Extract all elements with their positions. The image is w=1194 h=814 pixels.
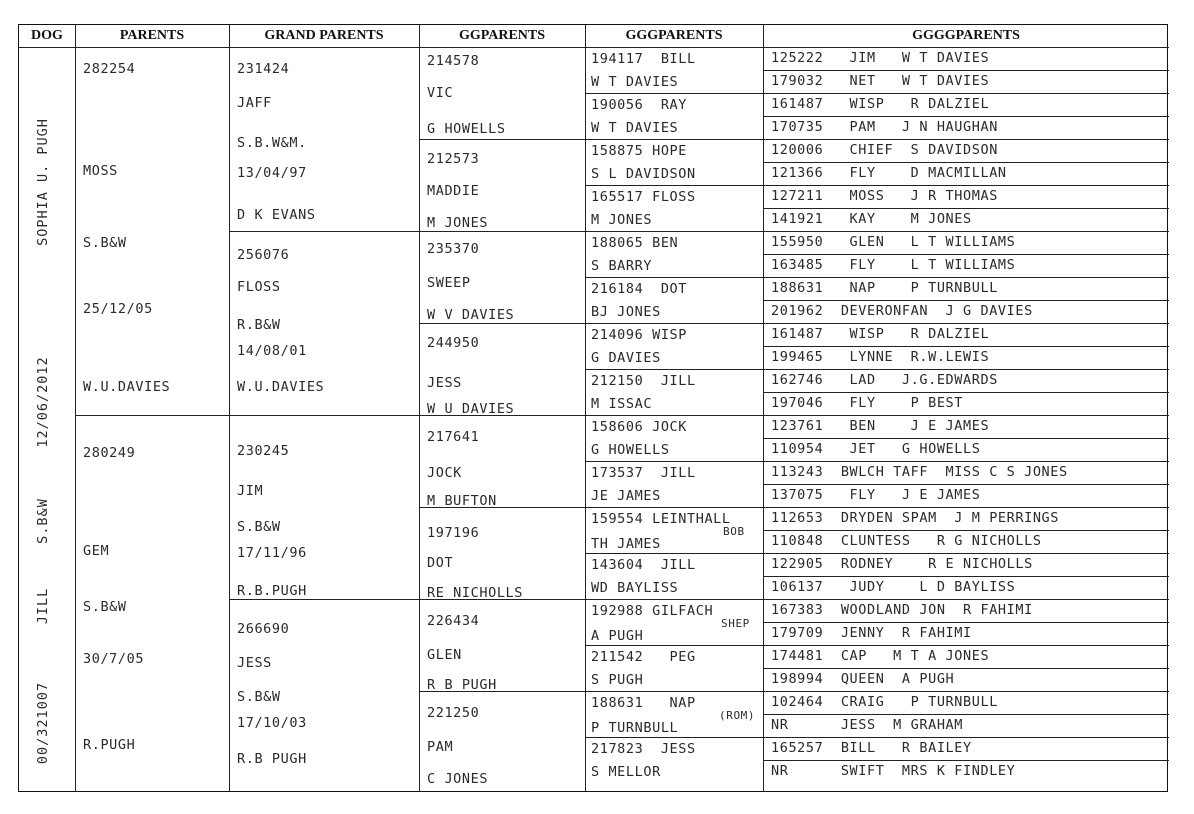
- column-divider: [75, 25, 76, 791]
- gggg-row-divider: [763, 208, 1169, 209]
- gggg-row-divider: [763, 93, 1169, 94]
- ggparent-reg: 244950: [427, 335, 480, 351]
- ggggparent-entry: 127211 MOSS J R THOMAS: [771, 188, 998, 204]
- gggparent-line1: 194117 BILL: [591, 51, 696, 67]
- parent-breeding: S.B&W: [83, 599, 127, 615]
- ggparent-owner: R B PUGH: [427, 677, 497, 693]
- ggparent-name: JESS: [427, 375, 462, 391]
- ggggparent-entry: 141921 KAY M JONES: [771, 211, 972, 227]
- ggparent-name: SWEEP: [427, 275, 471, 291]
- grandparent-breeding: R.B&W: [237, 317, 281, 333]
- gggg-row-divider: [763, 599, 1169, 600]
- dog-sex: JILL: [35, 587, 51, 625]
- ggg-row-divider: [585, 139, 763, 140]
- gggparent-line1b: BOB: [723, 525, 745, 538]
- dog-breeding: S.B&W: [35, 498, 51, 544]
- grandparent-reg: 230245: [237, 443, 290, 459]
- gp-row-divider: [229, 231, 419, 232]
- gggg-row-divider: [763, 139, 1169, 140]
- gggparent-line2: G DAVIES: [591, 350, 661, 366]
- grandparent-dob: 17/11/96: [237, 545, 307, 561]
- grandparent-dob: 14/08/01: [237, 343, 307, 359]
- parent-owner: R.PUGH: [83, 737, 136, 753]
- gggg-row-divider: [763, 668, 1169, 669]
- gggg-row-divider: [763, 760, 1169, 761]
- ggggparent-entry: 170735 PAM J N HAUGHAN: [771, 119, 998, 135]
- ggggparent-entry: NR JESS M GRAHAM: [771, 717, 964, 733]
- ggggparent-entry: 174481 CAP M T A JONES: [771, 648, 990, 664]
- gggparent-line2: BJ JONES: [591, 304, 661, 320]
- ggparent-reg: 197196: [427, 525, 480, 541]
- ggggparent-entry: 198994 QUEEN A PUGH: [771, 671, 955, 687]
- ggggparent-entry: 155950 GLEN L T WILLIAMS: [771, 234, 1016, 250]
- parent-row-divider: [75, 415, 229, 416]
- gggparent-line1: 158875 HOPE: [591, 143, 688, 159]
- gggparent-line2: M JONES: [591, 212, 653, 228]
- ggparent-owner: RE NICHOLLS: [427, 585, 524, 601]
- gp-row-divider: [229, 599, 419, 600]
- ggggparent-entry: 110848 CLUNTESS R G NICHOLLS: [771, 533, 1042, 549]
- ggggparent-entry: 161487 WISP R DALZIEL: [771, 326, 990, 342]
- dog-dob: 12/06/2012: [35, 356, 51, 448]
- grandparent-owner: R.B.PUGH: [237, 583, 307, 599]
- gggg-row-divider: [763, 70, 1169, 71]
- ggparent-name: JOCK: [427, 465, 462, 481]
- parent-dob: 25/12/05: [83, 301, 153, 317]
- header-parents: PARENTS: [119, 28, 185, 43]
- parent-dob: 30/7/05: [83, 651, 145, 667]
- ggparent-owner: M JONES: [427, 215, 489, 231]
- ggggparent-entry: 179032 NET W T DAVIES: [771, 73, 990, 89]
- gggg-row-divider: [763, 737, 1169, 738]
- gggg-row-divider: [763, 622, 1169, 623]
- gggg-row-divider: [763, 553, 1169, 554]
- ggparent-reg: 235370: [427, 241, 480, 257]
- gggparent-line1: 143604 JILL: [591, 557, 696, 573]
- gggparent-line2: S PUGH: [591, 672, 644, 688]
- grandparent-name: FLOSS: [237, 279, 281, 295]
- ggggparent-entry: 162746 LAD J.G.EDWARDS: [771, 372, 998, 388]
- ggg-row-divider: [585, 323, 763, 324]
- ggparent-reg: 217641: [427, 429, 480, 445]
- gggparent-line1: 173537 JILL: [591, 465, 696, 481]
- ggggparent-entry: 125222 JIM W T DAVIES: [771, 50, 990, 66]
- gggparent-line2: A PUGH: [591, 628, 644, 644]
- ggg-row-divider: [585, 369, 763, 370]
- gggg-row-divider: [763, 576, 1169, 577]
- grandparent-name: JIM: [237, 483, 264, 499]
- gggparent-line2: W T DAVIES: [591, 74, 679, 90]
- ggg-row-divider: [585, 645, 763, 646]
- ggparent-name: DOT: [427, 555, 454, 571]
- gggparent-line1: 188065 BEN: [591, 235, 679, 251]
- gggparent-line1: 188631 NAP: [591, 695, 696, 711]
- column-divider: [229, 25, 230, 791]
- gggg-row-divider: [763, 185, 1169, 186]
- grandparent-owner: D K EVANS: [237, 207, 316, 223]
- grandparent-reg: 231424: [237, 61, 290, 77]
- gggg-row-divider: [763, 369, 1169, 370]
- ggggparent-entry: 163485 FLY L T WILLIAMS: [771, 257, 1016, 273]
- gggg-row-divider: [763, 300, 1169, 301]
- grandparent-dob: 13/04/97: [237, 165, 307, 181]
- gggparent-line1b: SHEP: [721, 617, 750, 630]
- ggg-row-divider: [585, 461, 763, 462]
- grandparent-owner: R.B PUGH: [237, 751, 307, 767]
- gggparent-line2: S L DAVIDSON: [591, 166, 696, 182]
- parent-reg: 282254: [83, 61, 136, 77]
- ggggparent-entry: 121366 FLY D MACMILLAN: [771, 165, 1007, 181]
- gggparent-line1b: (ROM): [719, 709, 756, 722]
- gggparent-line1: 190056 RAY: [591, 97, 688, 113]
- ggg-row-divider: [585, 737, 763, 738]
- ggggparent-entry: 106137 JUDY L D BAYLISS: [771, 579, 1016, 595]
- gggparent-line2: G HOWELLS: [591, 442, 670, 458]
- ggggparent-entry: 137075 FLY J E JAMES: [771, 487, 981, 503]
- ggggparent-entry: 201962 DEVERONFAN J G DAVIES: [771, 303, 1033, 319]
- gggparent-line1: 158606 JOCK: [591, 419, 688, 435]
- ggparent-owner: W V DAVIES: [427, 307, 515, 323]
- grandparent-dob: 17/10/03: [237, 715, 307, 731]
- ggparent-reg: 214578: [427, 53, 480, 69]
- gggg-row-divider: [763, 691, 1169, 692]
- gggg-row-divider: [763, 254, 1169, 255]
- header-ggparents: GGPARENTS: [458, 28, 546, 43]
- ggparent-reg: 212573: [427, 151, 480, 167]
- gggparent-line1: 192988 GILFACH: [591, 603, 714, 619]
- gggparent-line2: S BARRY: [591, 258, 653, 274]
- gggparent-line2: JE JAMES: [591, 488, 661, 504]
- ggggparent-entry: 113243 BWLCH TAFF MISS C S JONES: [771, 464, 1068, 480]
- gggg-row-divider: [763, 323, 1169, 324]
- gggparent-line1: 217823 JESS: [591, 741, 696, 757]
- gggg-row-divider: [763, 714, 1169, 715]
- ggggparent-entry: 188631 NAP P TURNBULL: [771, 280, 998, 296]
- ggggparent-entry: NR SWIFT MRS K FINDLEY: [771, 763, 1016, 779]
- parent-reg: 280249: [83, 445, 136, 461]
- gggparent-line1: 211542 PEG: [591, 649, 696, 665]
- gggparent-line1: 159554 LEINTHALL: [591, 511, 731, 527]
- ggggparent-entry: 122905 RODNEY R E NICHOLLS: [771, 556, 1033, 572]
- grandparent-breeding: S.B&W: [237, 519, 281, 535]
- ggg-row-divider: [585, 599, 763, 600]
- header-divider: [19, 47, 1169, 48]
- ggparent-name: GLEN: [427, 647, 462, 663]
- ggparent-owner: W U DAVIES: [427, 401, 515, 417]
- ggparent-name: VIC: [427, 85, 454, 101]
- gggparent-line1: 216184 DOT: [591, 281, 688, 297]
- ggparent-name: PAM: [427, 739, 454, 755]
- ggggparent-entry: 161487 WISP R DALZIEL: [771, 96, 990, 112]
- ggparent-name: MADDIE: [427, 183, 480, 199]
- parent-name: MOSS: [83, 163, 118, 179]
- gggparent-line2: S MELLOR: [591, 764, 661, 780]
- dog-name: SOPHIA U. PUGH: [35, 118, 51, 246]
- parent-owner: W.U.DAVIES: [83, 379, 171, 395]
- gggg-row-divider: [763, 392, 1169, 393]
- ggg-row-divider: [585, 231, 763, 232]
- ggggparent-entry: 199465 LYNNE R.W.LEWIS: [771, 349, 990, 365]
- grandparent-breeding: S.B.W&M.: [237, 135, 307, 151]
- ggparent-owner: G HOWELLS: [427, 121, 506, 137]
- gggg-row-divider: [763, 346, 1169, 347]
- ggggparent-entry: 167383 WOODLAND JON R FAHIMI: [771, 602, 1033, 618]
- header-ggggparents: GGGGPARENTS: [912, 28, 1020, 43]
- gggg-row-divider: [763, 162, 1169, 163]
- ggg-row-divider: [585, 507, 763, 508]
- gggparent-line1: 212150 JILL: [591, 373, 696, 389]
- grandparent-name: JAFF: [237, 95, 272, 111]
- gggparent-line2: W T DAVIES: [591, 120, 679, 136]
- ggg-row-divider: [585, 415, 763, 416]
- pedigree-table: [18, 24, 1168, 792]
- gggparent-line1: 165517 FLOSS: [591, 189, 696, 205]
- ggggparent-entry: 110954 JET G HOWELLS: [771, 441, 981, 457]
- gggparent-line2: P TURNBULL: [591, 720, 679, 736]
- ggg-row-divider: [585, 553, 763, 554]
- ggg-row-divider: [585, 93, 763, 94]
- ggggparent-entry: 197046 FLY P BEST: [771, 395, 964, 411]
- ggg-row-divider: [585, 185, 763, 186]
- parent-name: GEM: [83, 543, 110, 559]
- gggg-row-divider: [763, 645, 1169, 646]
- gg-row-divider: [419, 139, 585, 140]
- gggg-row-divider: [763, 461, 1169, 462]
- gggg-row-divider: [763, 231, 1169, 232]
- gggg-row-divider: [763, 507, 1169, 508]
- dog-reg: 00/321007: [35, 681, 51, 765]
- gggg-row-divider: [763, 438, 1169, 439]
- ggggparent-entry: 165257 BILL R BAILEY: [771, 740, 972, 756]
- gggg-row-divider: [763, 484, 1169, 485]
- gggparent-line2: M ISSAC: [591, 396, 653, 412]
- grandparent-name: JESS: [237, 655, 272, 671]
- gp-row-divider: [229, 415, 419, 416]
- ggg-row-divider: [585, 277, 763, 278]
- ggggparent-entry: 102464 CRAIG P TURNBULL: [771, 694, 998, 710]
- parent-breeding: S.B&W: [83, 235, 127, 251]
- ggggparent-entry: 112653 DRYDEN SPAM J M PERRINGS: [771, 510, 1060, 526]
- gggg-row-divider: [763, 277, 1169, 278]
- ggggparent-entry: 123761 BEN J E JAMES: [771, 418, 990, 434]
- gggg-row-divider: [763, 116, 1169, 117]
- gg-row-divider: [419, 323, 585, 324]
- grandparent-owner: W.U.DAVIES: [237, 379, 325, 395]
- ggparent-owner: M BUFTON: [427, 493, 497, 509]
- gggparent-line1: 214096 WISP: [591, 327, 688, 343]
- grandparent-breeding: S.B&W: [237, 689, 281, 705]
- gggparent-line2: WD BAYLISS: [591, 580, 679, 596]
- ggggparent-entry: 120006 CHIEF S DAVIDSON: [771, 142, 998, 158]
- ggggparent-entry: 179709 JENNY R FAHIMI: [771, 625, 972, 641]
- grandparent-reg: 256076: [237, 247, 290, 263]
- gggparent-line2: TH JAMES: [591, 536, 661, 552]
- grandparent-reg: 266690: [237, 621, 290, 637]
- ggg-row-divider: [585, 691, 763, 692]
- header-dog: DOG: [31, 28, 63, 43]
- ggparent-reg: 221250: [427, 705, 480, 721]
- gg-row-divider: [419, 231, 585, 232]
- gggg-row-divider: [763, 415, 1169, 416]
- header-grand-parents: GRAND PARENTS: [264, 28, 384, 43]
- ggparent-reg: 226434: [427, 613, 480, 629]
- gggg-row-divider: [763, 530, 1169, 531]
- header-gggparents: GGGPARENTS: [625, 28, 723, 43]
- ggparent-owner: C JONES: [427, 771, 489, 787]
